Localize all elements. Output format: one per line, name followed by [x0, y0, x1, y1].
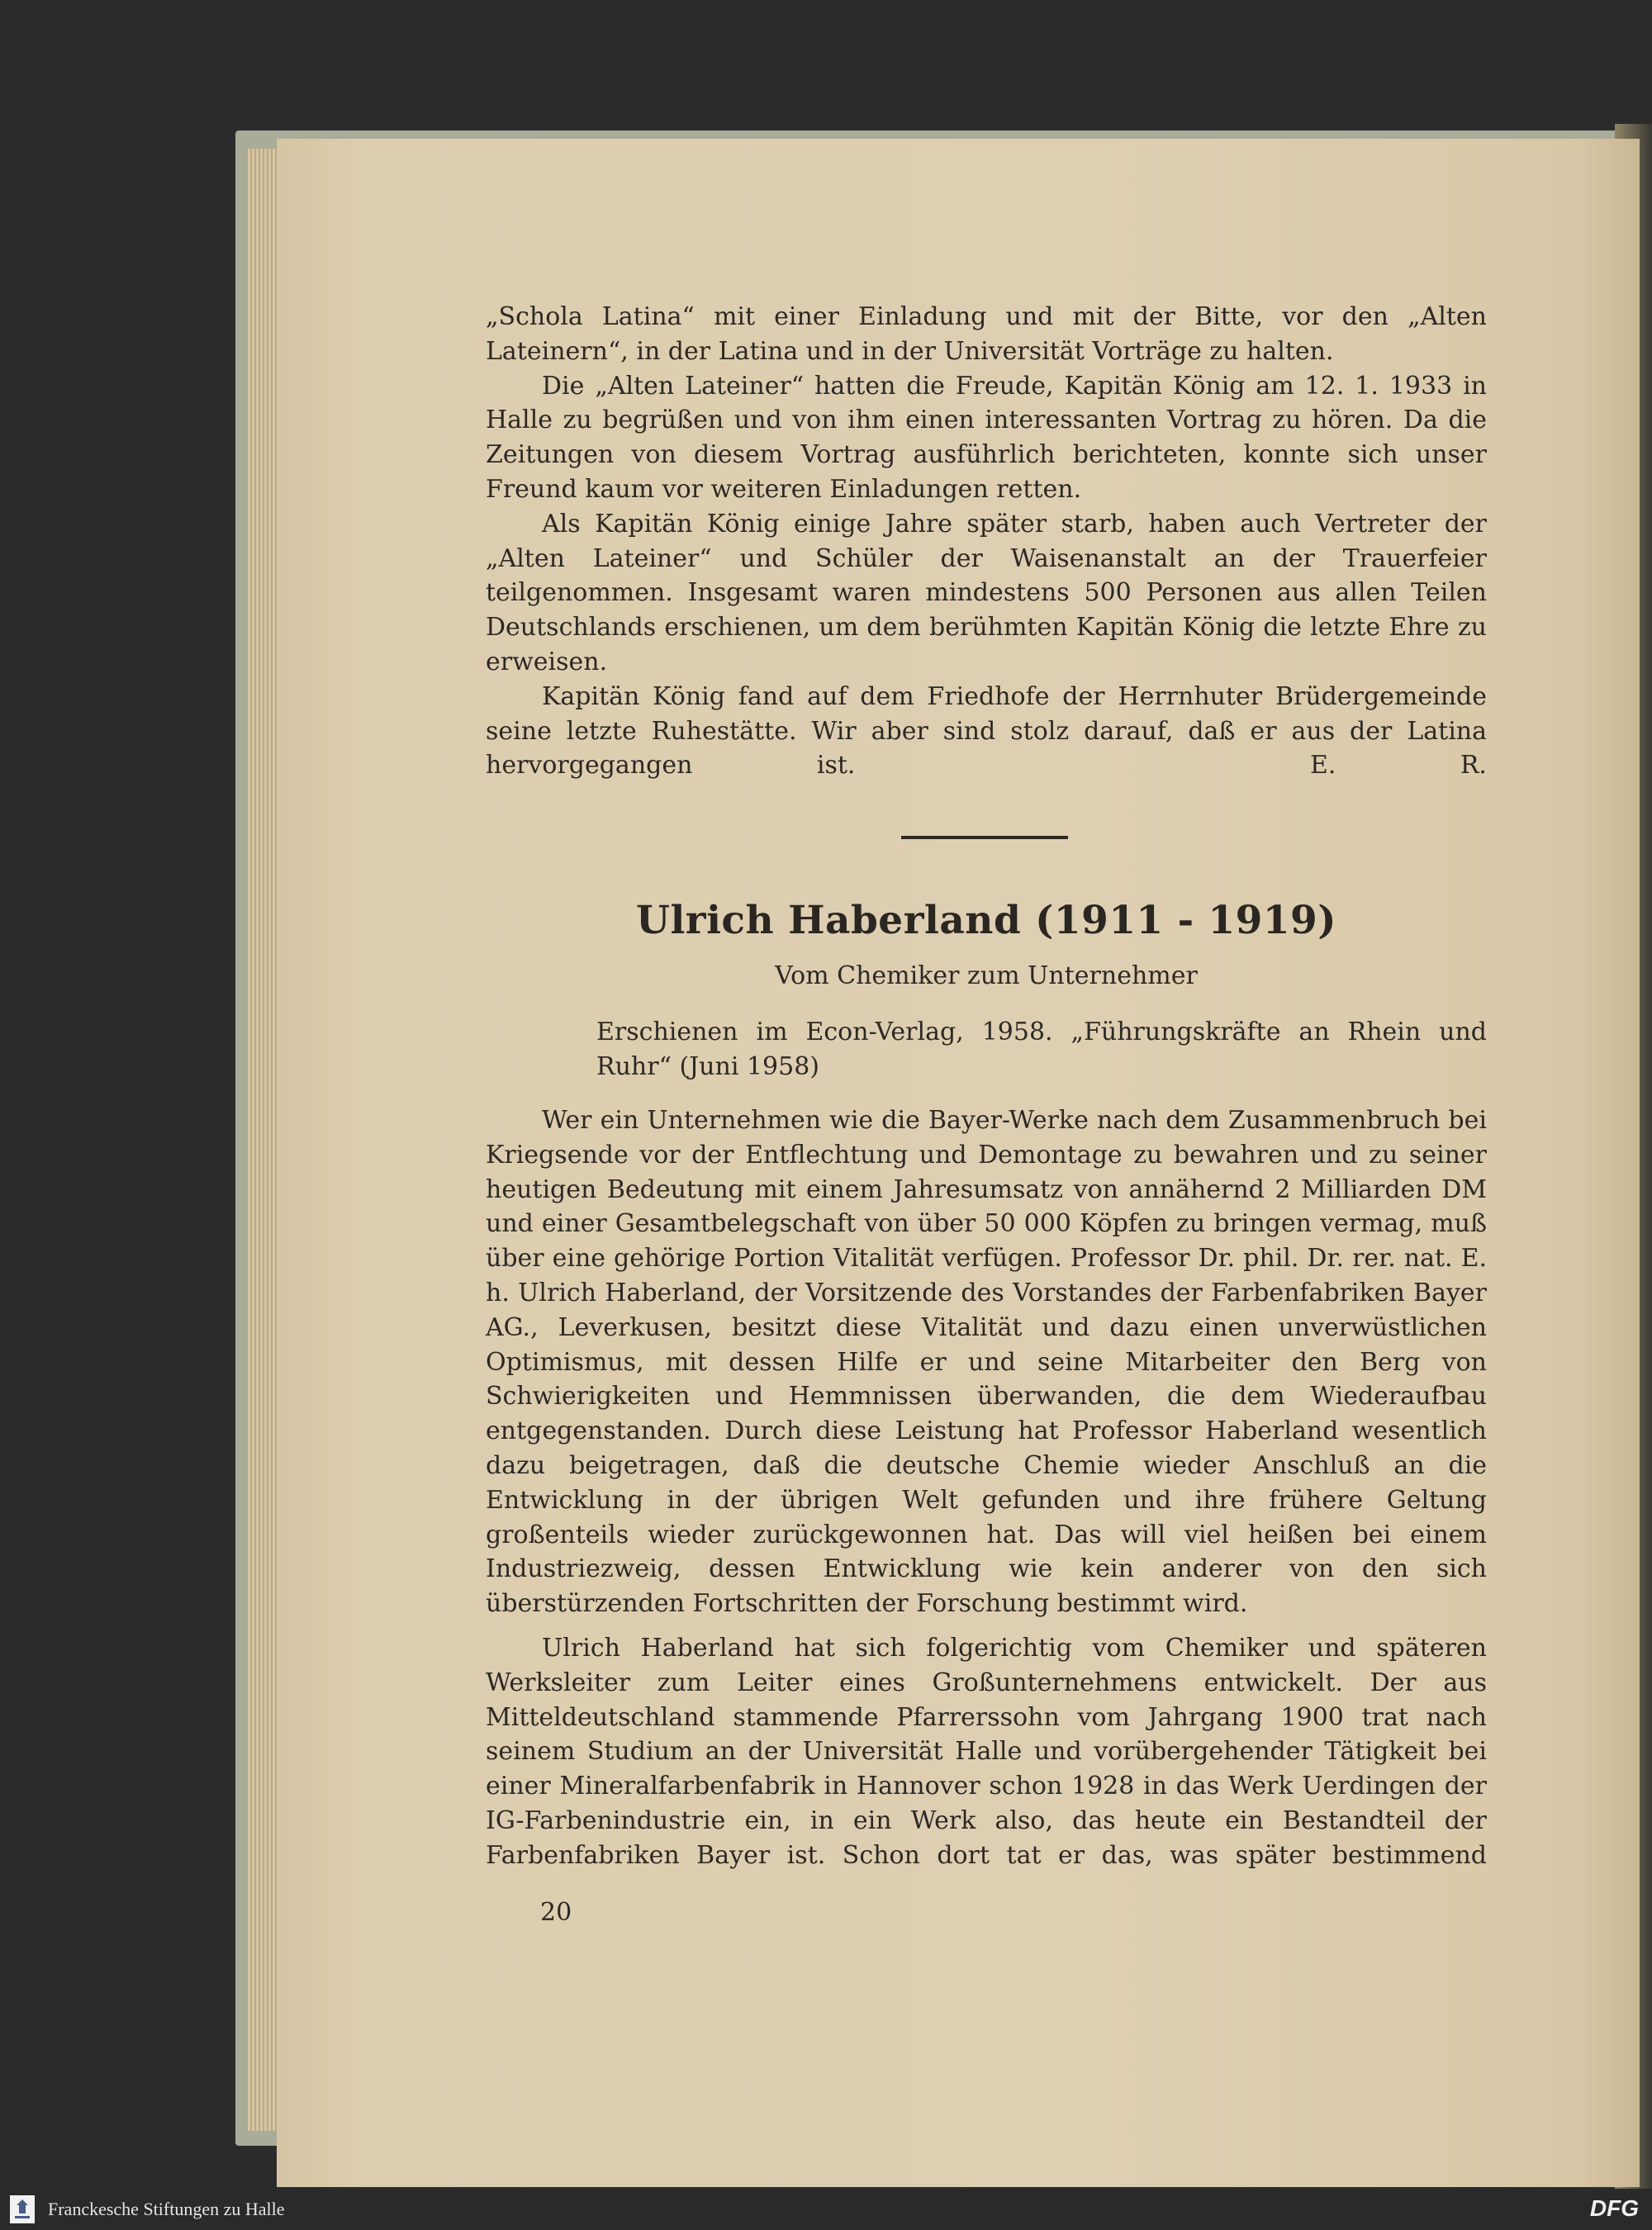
paragraph: Die „Alten Lateiner“ hatten die Freude, Kapitän König am 12. 1. 1933 in Halle zu begrüßen und von ihm einen interessanten Vortrag zu hören. Da die Zeitungen von diesem Vortrag ausführlich berichteten, konnte sich unser Freund kaum vor weiteren Einladungen retten.: [486, 371, 1487, 504]
page-number: 20: [540, 1898, 572, 1927]
paragraph: Ulrich Haberland hat sich folgerichtig vom Chemiker und späteren Werksleiter zum Leiter eines Großunternehmens entwickelt. Der aus Mitteldeutschland stammende Pfarrerssohn vom Jahrgang 1900 trat nach seinem Studium an der Universität Halle und vorübergehender Tätigkeit bei einer Mineralfarbenfabrik in Hannover schon 1928 in das Werk Uerdingen der IG-Farbenindustrie ein, in ein Werk also, das heute ein Bestandteil der Farbenfabriken Bayer ist. Schon dort tat er das, was später bestimmend: [486, 1633, 1487, 1870]
institution-name: Franckesche Stiftungen zu Halle: [48, 2199, 285, 2219]
source-line: Erschienen im Econ-Verlag, 1958. „Führungskräfte an Rhein und: [596, 1018, 1487, 1046]
paragraph: „Schola Latina“ mit einer Einladung und mit der Bitte, vor den „Alten Lateinern“, in der Latina und in der Universität Vorträge zu halten.: [486, 302, 1487, 366]
section-divider: [901, 836, 1068, 839]
paragraph-text: Kapitän König fand auf dem Friedhofe der Herrnhuter Brüdergemeinde seine letzte Ruhestätte. Wir aber sind stolz darauf, daß er aus der Latina hervorgegangen ist.: [486, 681, 1487, 780]
dfg-logo: DFG: [1589, 2195, 1639, 2221]
continued-article-text: [486, 300, 1487, 783]
article-title: Ulrich Haberland (1911 - 1919): [635, 898, 1337, 943]
viewer-footer: [0, 2189, 1652, 2230]
institution-crest-icon: [10, 2195, 35, 2223]
article-body: [486, 1103, 1487, 1873]
source-citation: [596, 1015, 1487, 1084]
author-signature: E. R.: [1309, 751, 1487, 780]
paragraph-with-signature: [486, 680, 1487, 783]
source-line: Ruhr“ (Juni 1958): [596, 1052, 819, 1081]
paragraph: Als Kapitän König einige Jahre später starb, haben auch Vertreter der „Alten Lateiner“ und Schüler der Waisenanstalt an der Trauerfeier teilgenommen. Insgesamt waren mindestens 500 Personen aus allen Teilen Deutschlands erschienen, um dem berühmten Kapitän König die letzte Ehre zu erweisen.: [486, 509, 1487, 676]
paragraph: Wer ein Unternehmen wie die Bayer-Werke nach dem Zusammenbruch bei Kriegsende vor der Entflechtung und Demontage zu bewahren und zu seiner heutigen Bedeutung mit einem Jahresumsatz von annähernd 2 Milliarden DM und einer Gesamtbelegschaft von über 50 000 Köpfen zu bringen vermag, muß über eine gehörige Portion Vitalität verfügen. Professor Dr. phil. Dr. rer. nat. E. h. Ulrich Haberland, der Vorsitzende des Vorstandes der Farbenfabriken Bayer AG., Leverkusen, besitzt diese Vitalität und dazu einen unverwüstlichen Optimismus, mit dessen Hilfe er und seine Mitarbeiter den Berg von Schwierigkeiten und Hemmnissen überwanden, die dem Wiederaufbau entgegenstanden. Durch diese Leistung hat Professor Haberland wesentlich dazu beigetragen, daß die deutsche Chemie wieder Anschluß an die Entwicklung in der übrigen Welt gefunden und ihre frühere Geltung großenteils wieder zurückgewonnen hat. Das will viel heißen bei einem Industriezweig, dessen Entwicklung wie kein anderer von den sich überstürzenden Fortschritten der Forschung bestimmt wird.: [486, 1106, 1487, 1619]
article-subtitle: Vom Chemiker zum Unternehmer: [775, 961, 1198, 990]
